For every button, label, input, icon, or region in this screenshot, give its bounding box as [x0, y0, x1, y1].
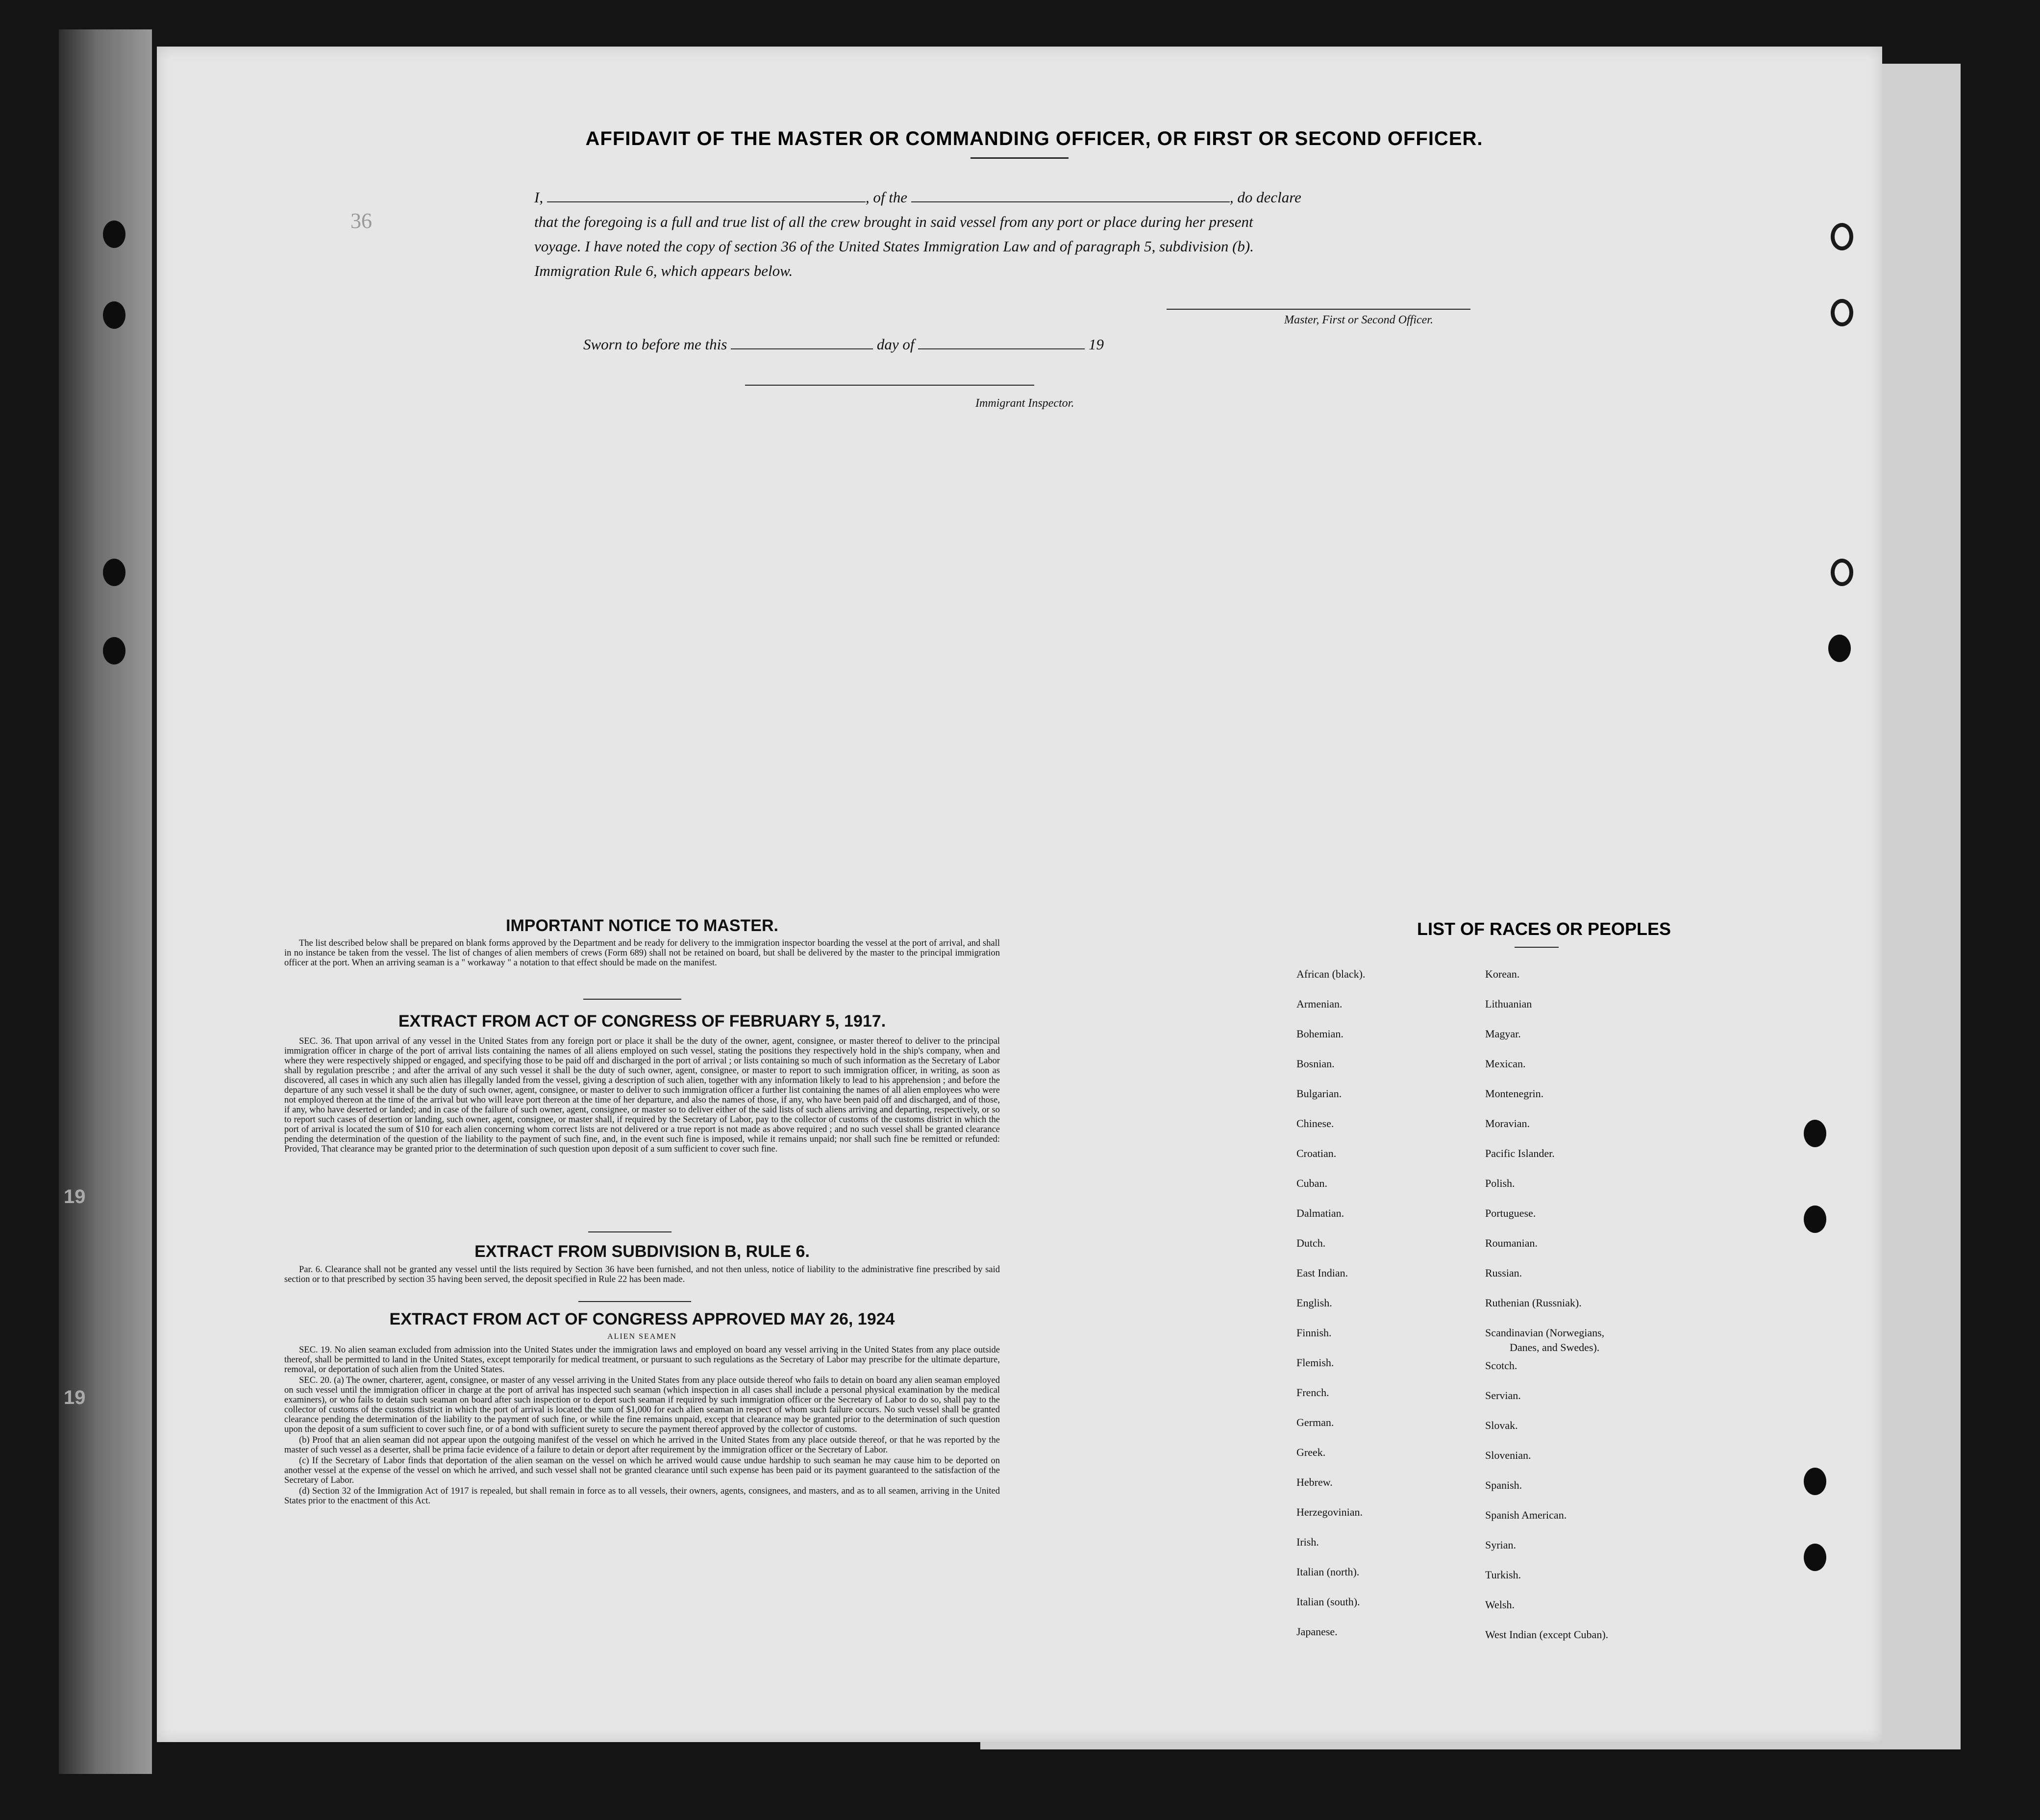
- inspector-signature-line[interactable]: [745, 385, 1034, 386]
- sworn-day: day of: [876, 336, 915, 353]
- race-item: Greek.: [1296, 1446, 1326, 1458]
- punch-hole: [103, 637, 125, 664]
- races-rule: [1515, 947, 1559, 948]
- affidavit-line-1: [534, 189, 1301, 206]
- race-item: Scotch.: [1485, 1359, 1518, 1372]
- race-item: Bulgarian.: [1296, 1087, 1342, 1100]
- race-item: Russian.: [1485, 1267, 1522, 1279]
- scanner-edge: [59, 29, 152, 1774]
- rule6-text: [284, 1265, 1000, 1285]
- title-rule: [970, 157, 1069, 159]
- race-item: Croatian.: [1296, 1147, 1337, 1159]
- race-item: Slovenian.: [1485, 1449, 1531, 1461]
- race-item: Pacific Islander.: [1485, 1147, 1555, 1159]
- extract-1924-title: EXTRACT FROM ACT OF CONGRESS APPROVED MAY 26, 1924: [389, 1310, 895, 1328]
- race-item: Servian.: [1485, 1389, 1521, 1402]
- affidavit-i: I,: [534, 189, 544, 206]
- race-item: Welsh.: [1485, 1599, 1515, 1611]
- punch-hole: [103, 221, 125, 248]
- manifest-sheet: [157, 47, 1882, 1742]
- master-label: Master, First or Second Officer.: [1284, 314, 1433, 326]
- affidavit-title: AFFIDAVIT OF THE MASTER OR COMMANDING OFFICER, OR FIRST OR SECOND OFFICER.: [585, 128, 1483, 149]
- race-item: Finnish.: [1296, 1327, 1332, 1339]
- notice-title: IMPORTANT NOTICE TO MASTER.: [506, 916, 778, 935]
- race-item: Japanese.: [1296, 1625, 1338, 1638]
- affidavit-line-2: that the foregoing is a full and true list of all the crew brought in said vessel from any port or place during her present: [534, 213, 1253, 230]
- race-item: English.: [1296, 1297, 1332, 1309]
- sec-20b-paragraph: (b) Proof that an alien seaman did not appear upon the outgoing manifest of the vessel on which he arrived in the United States from any place outside thereof, or that he was reported by the master of such vessel as a deserter, shall be prima facie evidence of a failure to detain or deport after requirement by the immigration officer or the Secretary of Labor.: [284, 1435, 1000, 1455]
- sworn-line: [583, 336, 1104, 353]
- race-item: Mexican.: [1485, 1058, 1526, 1070]
- punch-hole: [1804, 1205, 1826, 1233]
- extract-1917-title: EXTRACT FROM ACT OF CONGRESS OF FEBRUARY 5, 1917.: [398, 1012, 886, 1031]
- divider: [588, 1231, 672, 1232]
- divider: [578, 1301, 691, 1302]
- race-item: Herzegovinian.: [1296, 1506, 1363, 1518]
- inspector-label: Immigrant Inspector.: [975, 397, 1074, 410]
- scandinavian-continuation: Danes, and Swedes).: [1510, 1341, 1600, 1353]
- sec-20d-paragraph: (d) Section 32 of the Immigration Act of 1917 is repealed, but shall remain in force as to all vessels, their owners, agents, consignees, and masters, and as to all seamen, arriving in the United States prior to the enactment of this Act.: [284, 1486, 1000, 1506]
- race-item: Italian (south).: [1296, 1596, 1360, 1608]
- punch-hole: [1804, 1120, 1826, 1147]
- race-item: Magyar.: [1485, 1028, 1521, 1040]
- race-item: Scandinavian (Norwegians,: [1485, 1327, 1605, 1339]
- sec-20a-paragraph: SEC. 20. (a) The owner, charterer, agent, consignee, or master of any vessel arriving in the United States from any place outside thereof who fails to detain on board any alien seaman employed on such vessel until the immigration officer in charge at the port of arrival has inspected such seaman (which inspection in all cases shall include a personal physical examination by the medical examiners), or who fails to detain such seaman on board after such inspection or to deport such seaman if required by such immigration officer or the Secretary of Labor to do so, shall pay to the collector of customs of the customs district in which the port of arrival is located the sum of $1,000 for each alien seaman in respect of whom such failure occurs. No such vessel shall be granted clearance pending the determination of the liability to the payment of such fine, or while the fine remains unpaid, except that clearance may be granted prior to the determination of such question upon the deposit of a sum sufficient to cover such fine, or of a bond with sufficient surety to secure the payment thereof approved by the collector of customs.: [284, 1376, 1000, 1434]
- punch-hole: [1828, 635, 1851, 662]
- vessel-blank[interactable]: [911, 190, 1230, 202]
- sworn-year: 19: [1088, 336, 1104, 353]
- race-item: German.: [1296, 1416, 1334, 1428]
- punch-hole: [1804, 1468, 1826, 1495]
- race-item: Spanish.: [1485, 1479, 1522, 1491]
- sec-20c-paragraph: (c) If the Secretary of Labor finds that deportation of the alien seaman on the vessel on which he arrived would cause undue hardship to such seaman he may cause him to be deported on another vessel at the expense of the vessel on which he arrived, and such vessel shall not be granted clearance until such expense has been paid or its payment guaranteed to the satisfaction of the Secretary of Labor.: [284, 1456, 1000, 1485]
- race-item: Hebrew.: [1296, 1476, 1333, 1488]
- race-item: Slovak.: [1485, 1419, 1518, 1431]
- race-item: French.: [1296, 1386, 1329, 1399]
- sworn-start: Sworn to before me this: [583, 336, 727, 353]
- affidavit-of: , of the: [865, 189, 908, 206]
- extract-1924-text: [284, 1345, 1000, 1507]
- margin-number: 36: [350, 209, 372, 233]
- race-item: Bosnian.: [1296, 1058, 1335, 1070]
- sec-19-paragraph: SEC. 19. No alien seaman excluded from admission into the United States under the immigration laws and employed on board any vessel arriving in the United States from any place outside thereof, shall be permitted to land in the United States, except temporarily for medical treatment, or pursuant to such regulations as the Secretary of Labor may prescribe for the ultimate departure, removal, or deportation of such alien from the United States.: [284, 1345, 1000, 1375]
- notice-paragraph: The list described below shall be prepared on blank forms approved by the Department and be ready for delivery to the immigration inspector boarding the vessel at the port of arrival, and shall in no instance be taken from the vessel. The list of changes of alien members of crews (Form 689) shall not be retained on board, but shall be delivered by the master to the principal immigration officer at the port. When an arriving seaman is a " workaway " a notation to that effect should be made on the manifest.: [284, 938, 1000, 968]
- race-item: African (black).: [1296, 968, 1366, 980]
- race-item: Korean.: [1485, 968, 1520, 980]
- race-item: Montenegrin.: [1485, 1087, 1544, 1100]
- race-item: Syrian.: [1485, 1539, 1516, 1551]
- race-item: Polish.: [1485, 1177, 1515, 1189]
- race-item: Bohemian.: [1296, 1028, 1343, 1040]
- rule6-paragraph: Par. 6. Clearance shall not be granted any vessel until the lists required by Section 36 have been furnished, and not then unless, notice of liability to the administrative fine prescribed by said section or to that prescribed by section 35 having been served, the deposit specified in Rule 22 has been made.: [284, 1265, 1000, 1284]
- affidavit-line-3: voyage. I have noted the copy of section 36 of the United States Immigration Law and of paragraph 5, subdivision (b).: [534, 238, 1254, 255]
- race-item: West Indian (except Cuban).: [1485, 1628, 1609, 1641]
- extract-1917-text: [284, 1036, 1000, 1155]
- notice-text: [284, 938, 1000, 969]
- race-item: Italian (north).: [1296, 1566, 1360, 1578]
- sworn-day-blank[interactable]: [731, 337, 873, 349]
- sworn-month-blank[interactable]: [918, 337, 1085, 349]
- race-item: Chinese.: [1296, 1117, 1334, 1130]
- race-item: Flemish.: [1296, 1356, 1334, 1369]
- affidavit-declare: , do declare: [1229, 189, 1301, 206]
- race-item: Dalmatian.: [1296, 1207, 1344, 1219]
- punch-hole: [103, 559, 125, 586]
- punch-hole: [1831, 299, 1853, 326]
- punch-hole: [1804, 1544, 1826, 1571]
- race-item: Portuguese.: [1485, 1207, 1536, 1219]
- extract-1917-paragraph: SEC. 36. That upon arrival of any vessel in the United States from any foreign port or place it shall be the duty of the owner, agent, consignee, or master thereof to deliver to the principal immigration officer in charge of the port of arrival lists containing the names of all aliens employed on such vessel, stating the positions they respectively hold in the ship's company, when and where they were respectively shipped or engaged, and specifying those to be paid off and discharged in the port of arrival ; or lists containing so much of such information as the Secretary of Labor shall by regulation prescribe ; and after the arrival of any such vessel it shall be the duty of such owner, agent, consignee, or master to report to such immigration officer, in writing, as soon as discovered, all cases in which any such alien has illegally landed from the vessel, giving a description of such alien, together with any information likely to lead to his apprehension ; and before the departure of any such vessel it shall be the duty of such owner, agent, consignee, or master to deliver to such immigration officer a further list containing the names of all alien employees who were not employed thereon at the time of the arrival but who will leave port thereon at the time of her departure, and also the names of those, if any, who have been paid off and discharged, and of those, if any, who have deserted or landed; and in case of the failure of such owner, agent, consignee, or master so to deliver either of the said lists of such aliens arriving and departing, respectively, or so to report such cases of desertion or landing, such owner, agent, consignee, or master shall, if required by the Secretary of Labor, pay to the collector of customs of the customs district in which the port of arrival is located the sum of $10 for each alien concerning whom correct lists are not delivered or a true report is not made as above required ; and no such vessel shall be granted clearance pending the determination of the question of the liability to the payment of such fine, and, in the event such fine is imposed, while it remains unpaid; nor shall such fine be remitted or refunded: Provided, That clearance may be granted prior to the determination of such question upon deposit of a sum sufficient to cover such fine.: [284, 1036, 1000, 1154]
- affidavit-line-4: Immigration Rule 6, which appears below.: [534, 262, 793, 279]
- master-signature-line[interactable]: [1167, 309, 1470, 310]
- punch-hole: [103, 301, 125, 329]
- race-item: Roumanian.: [1485, 1237, 1538, 1249]
- race-item: East Indian.: [1296, 1267, 1348, 1279]
- race-item: Armenian.: [1296, 998, 1343, 1010]
- side-mark: 19: [64, 1186, 86, 1207]
- race-item: Spanish American.: [1485, 1509, 1567, 1521]
- race-item: Moravian.: [1485, 1117, 1530, 1130]
- races-title: LIST OF RACES OR PEOPLES: [1417, 919, 1671, 939]
- extract-1924-subtitle: ALIEN SEAMEN: [607, 1332, 677, 1341]
- race-item: Turkish.: [1485, 1569, 1521, 1581]
- punch-hole: [1831, 559, 1853, 586]
- race-item: Ruthenian (Russniak).: [1485, 1297, 1582, 1309]
- race-item: Irish.: [1296, 1536, 1319, 1548]
- race-item: Lithuanian: [1485, 998, 1532, 1010]
- punch-hole: [1831, 223, 1853, 250]
- name-blank[interactable]: [547, 190, 866, 202]
- rule6-title: EXTRACT FROM SUBDIVISION B, RULE 6.: [474, 1242, 810, 1261]
- race-item: Cuban.: [1296, 1177, 1327, 1189]
- race-item: Dutch.: [1296, 1237, 1326, 1249]
- side-mark: 19: [64, 1387, 86, 1408]
- divider: [583, 999, 681, 1000]
